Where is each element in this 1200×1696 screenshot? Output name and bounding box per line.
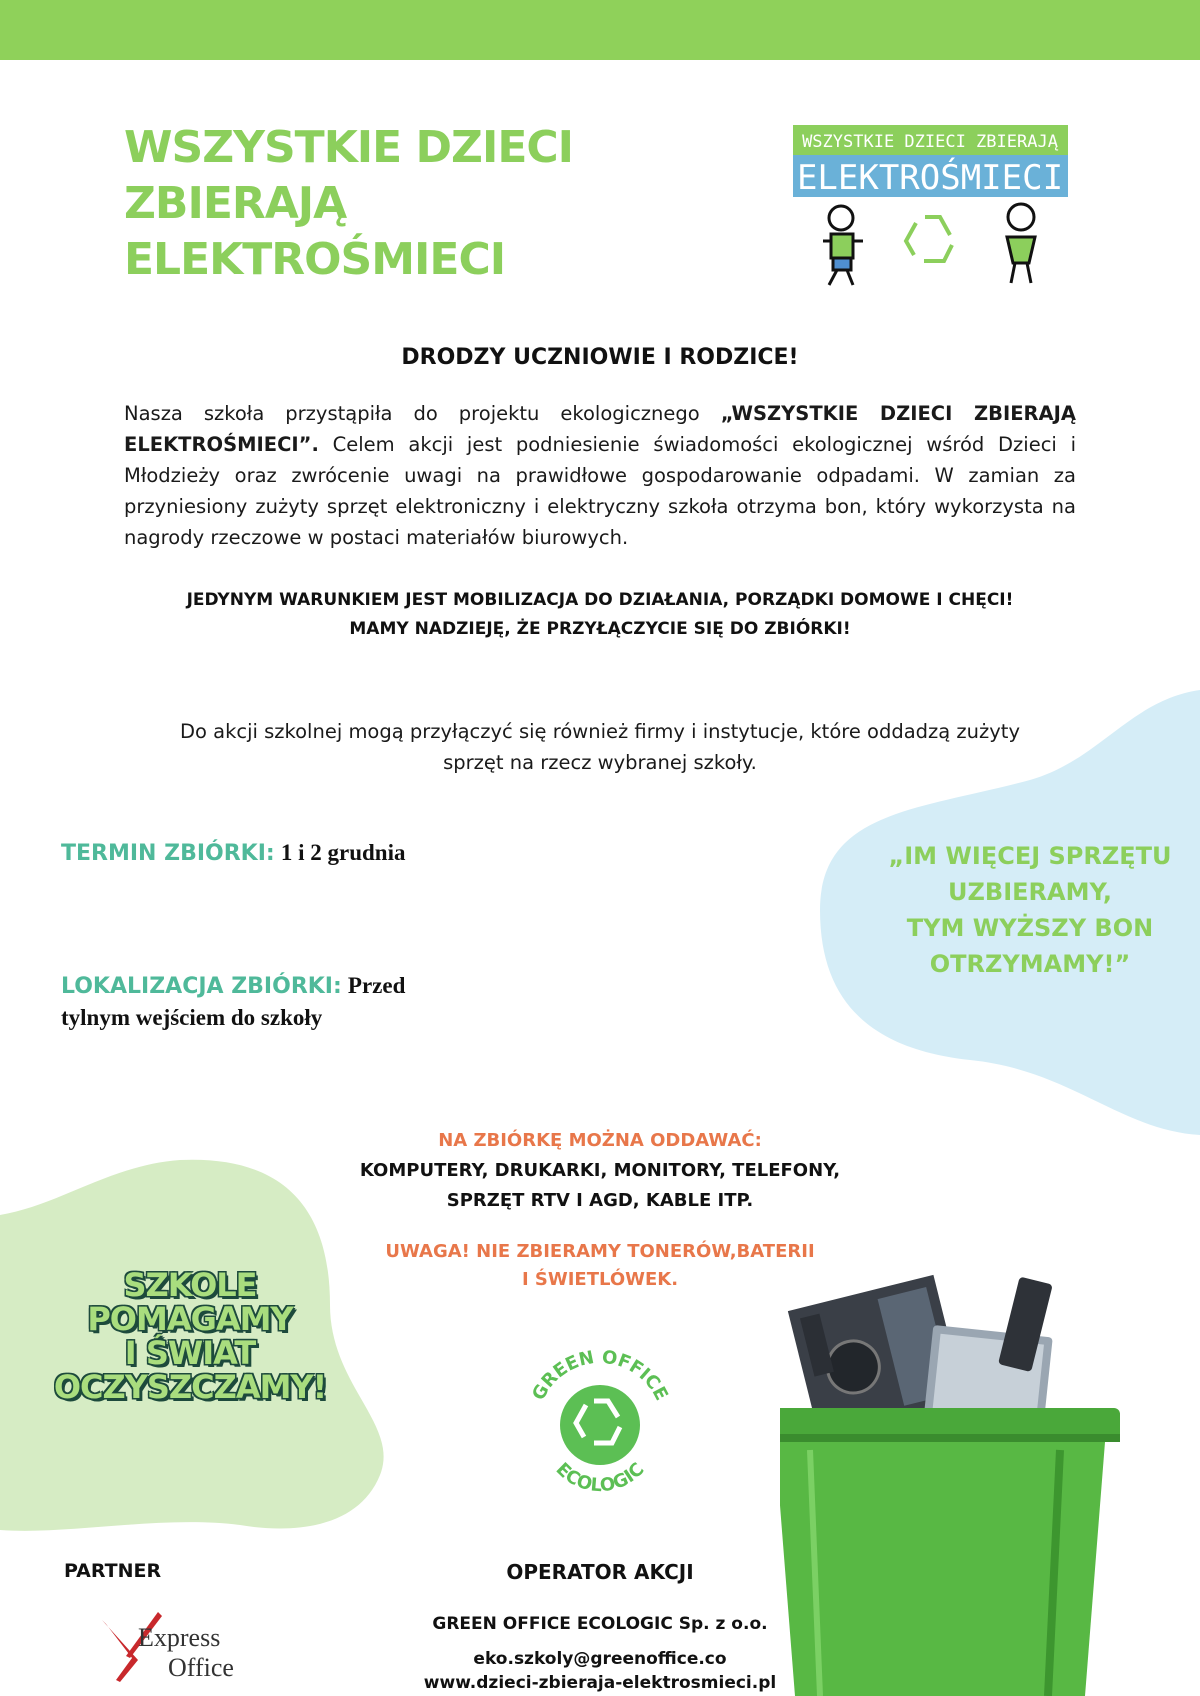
location-value-1: Przed [347,973,406,998]
operator-label: OPERATOR AKCJI [506,1560,694,1584]
title-line-1: WSZYSTKIE DZIECI [124,122,574,173]
firms-line-2: sprzęt na rzecz wybranej szkoły. [443,751,757,774]
quote-line-2: UZBIERAMY, [948,878,1112,906]
title-line-3: ELEKTROŚMIECI [124,234,506,285]
intro-project-name: „WSZYSTKIE DZIECI ZBIERAJĄ ELEKTROŚMIECI”. [124,402,1076,456]
main-title [124,120,684,288]
location-label: LOKALIZACJA ZBIÓRKI: [61,974,342,999]
go-logo-bottom-text: ECOLOGIC [551,1458,649,1497]
express-word: Express [138,1623,221,1652]
slogan [40,1268,340,1404]
logo-main-text: ELEKTROŚMIECI [796,158,1064,198]
items-line-1: KOMPUTERY, DRUKARKI, MONITORY, TELEFONY, [359,1160,841,1181]
firms-line-1: Do akcji szkolnej mogą przyłączyć się również firmy i instytucje, które oddadzą zużyty [179,720,1020,743]
intro-text-1: Nasza szkoła przystąpiła do projektu ekologicznego [124,402,721,425]
collection-location [61,970,461,1033]
slogan-line-3: I ŚWIAT [124,1334,256,1372]
quote-line-3: TYM WYŻSZY BON [906,914,1154,942]
firms-paragraph [124,716,1076,778]
operator-website-link[interactable]: www.dzieci-zbieraja-elektrosmieci.pl [423,1673,777,1693]
warning-line-2: I ŚWIETLÓWEK. [521,1269,679,1290]
caps-line-2: MAMY NADZIEJĘ, ŻE PRZYŁĄCZYCIE SIĘ DO ZBIÓRKI! [349,619,851,639]
partner-label: PARTNER [64,1560,162,1582]
greeting-heading: DRODZY UCZNIOWIE I RODZICE! [401,345,799,370]
operator-company: GREEN OFFICE ECOLOGIC Sp. z o.o. [432,1614,768,1634]
top-green-bar [0,0,1200,60]
kid-right-icon [1007,204,1035,283]
slogan-line-4: OCZYSZCZAMY! [53,1368,327,1406]
go-logo-top-text: GREEN OFFICE [528,1346,672,1404]
warning-line-1: UWAGA! NIE ZBIERAMY TONERÓW,BATERII [385,1241,815,1262]
location-value-2: tylnym wejściem do szkoły [61,1005,323,1030]
slogan-line-1: SZKOLE [123,1266,257,1304]
recycle-icon [906,217,952,261]
termin-label: TERMIN ZBIÓRKI: [61,841,275,866]
slogan-line-2: POMAGAMY [87,1300,293,1338]
quote-line-1: „IM WIĘCEJ SPRZĘTU [888,842,1172,870]
items-heading: NA ZBIÓRKĘ MOŻNA ODDAWAĆ: [438,1130,762,1151]
kid-left-icon [823,206,863,285]
intro-text-2: Celem akcji jest podniesienie świadomości ekologicznej wśród Dzieci i Młodzieży oraz zwrócenie uwagi na prawidłowe gospodarowanie odpadami. W zamian za przyniesiony zużyty sprzęt elektroniczny i elektryczny szkoła otrzyma bon, który wykorzysta na nagrody rzeczowe w postaci materiałów biurowych. [124,433,1076,549]
caps-notice [0,586,1200,644]
green-office-logo [520,1345,680,1505]
title-line-2: ZBIERAJĄ [124,178,347,229]
recycling-bin-image [780,1270,1150,1696]
office-word: Office [168,1653,234,1682]
termin-value: 1 i 2 grudnia [280,840,406,865]
project-logo [793,125,1068,290]
quote-line-4: OTRZYMAMY!” [929,950,1131,978]
items-line-2: SPRZĘT RTV I AGD, KABLE ITP. [446,1190,754,1211]
operator-email-link[interactable]: eko.szkoly@greenoffice.co [473,1649,727,1669]
logo-top-text: WSZYSTKIE DZIECI ZBIERAJĄ [802,132,1058,152]
quote-text [870,838,1190,982]
collection-date [61,840,405,866]
express-office-logo [98,1610,258,1685]
caps-line-1: JEDYNYM WARUNKIEM JEST MOBILIZACJA DO DZIAŁANIA, PORZĄDKI DOMOWE I CHĘCI! [186,590,1014,610]
intro-paragraph [124,398,1076,553]
